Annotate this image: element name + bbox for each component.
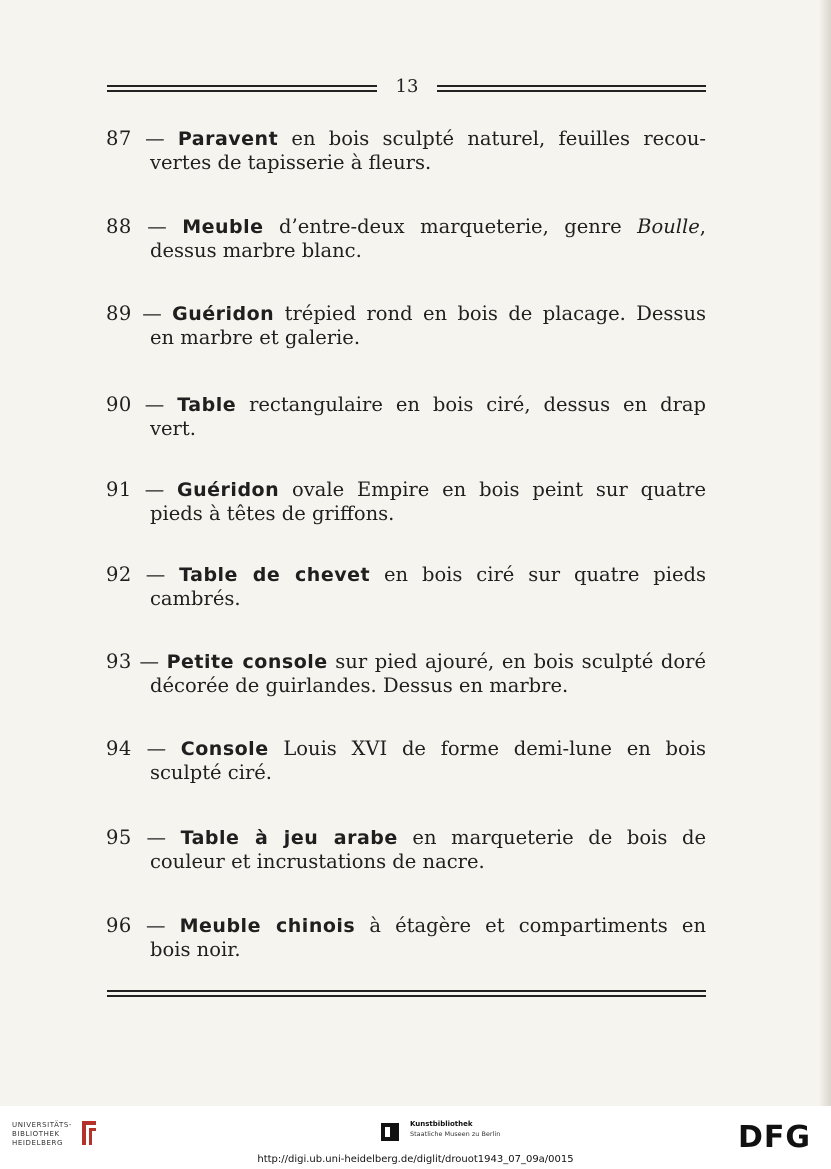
footer-rule (107, 990, 706, 997)
lot-95: 95 — Table à jeu arabe en marqueterie de bois de couleur et incrustations de nacre. (106, 826, 706, 873)
dfg-logo[interactable]: DFG (738, 1120, 812, 1155)
ub-heidelberg-mark-icon (78, 1117, 100, 1149)
page-number: 13 (395, 76, 419, 97)
kunstbibliothek-icon (380, 1122, 400, 1142)
lot-94: 94 — Console Louis XVI de forme demi-lune en bois sculpté ciré. (106, 737, 706, 784)
lot-87: 87 — Paravent en bois sculpté naturel, feuilles recou- vertes de tapisserie à fleurs. (106, 127, 706, 174)
lot-96: 96 — Meuble chinois à étagère et compartiments en bois noir. (106, 914, 707, 961)
header-rule-right (437, 85, 706, 92)
lot-88: 88 — Meuble d’entre-deux marqueterie, genre Boulle, dessus marbre blanc. (106, 215, 706, 262)
lot-92: 92 — Table de chevet en bois ciré sur quatre pieds cambrés. (106, 563, 706, 610)
permalink-url[interactable]: http://digi.ub.uni-heidelberg.de/diglit/drouot1943_07_09a/0015 (257, 1154, 574, 1165)
lot-91: 91 — Guéridon ovale Empire en bois peint sur quatre pieds à têtes de griffons. (106, 478, 707, 525)
header-rule-left (107, 85, 377, 92)
lot-93: 93 — Petite console sur pied ajouré, en bois sculpté doré décorée de guirlandes. Dessus en marbre. (106, 650, 706, 697)
ub-heidelberg-logo[interactable]: UNIVERSITÄTS- BIBLIOTHEK HEIDELBERG (12, 1121, 73, 1147)
lot-89: 89 — Guéridon trépied rond en bois de placage. Dessus en marbre et galerie. (106, 302, 707, 349)
page-edge-shadow (819, 0, 831, 1106)
lot-90: 90 — Table rectangulaire en bois ciré, dessus en drap vert. (106, 393, 707, 440)
